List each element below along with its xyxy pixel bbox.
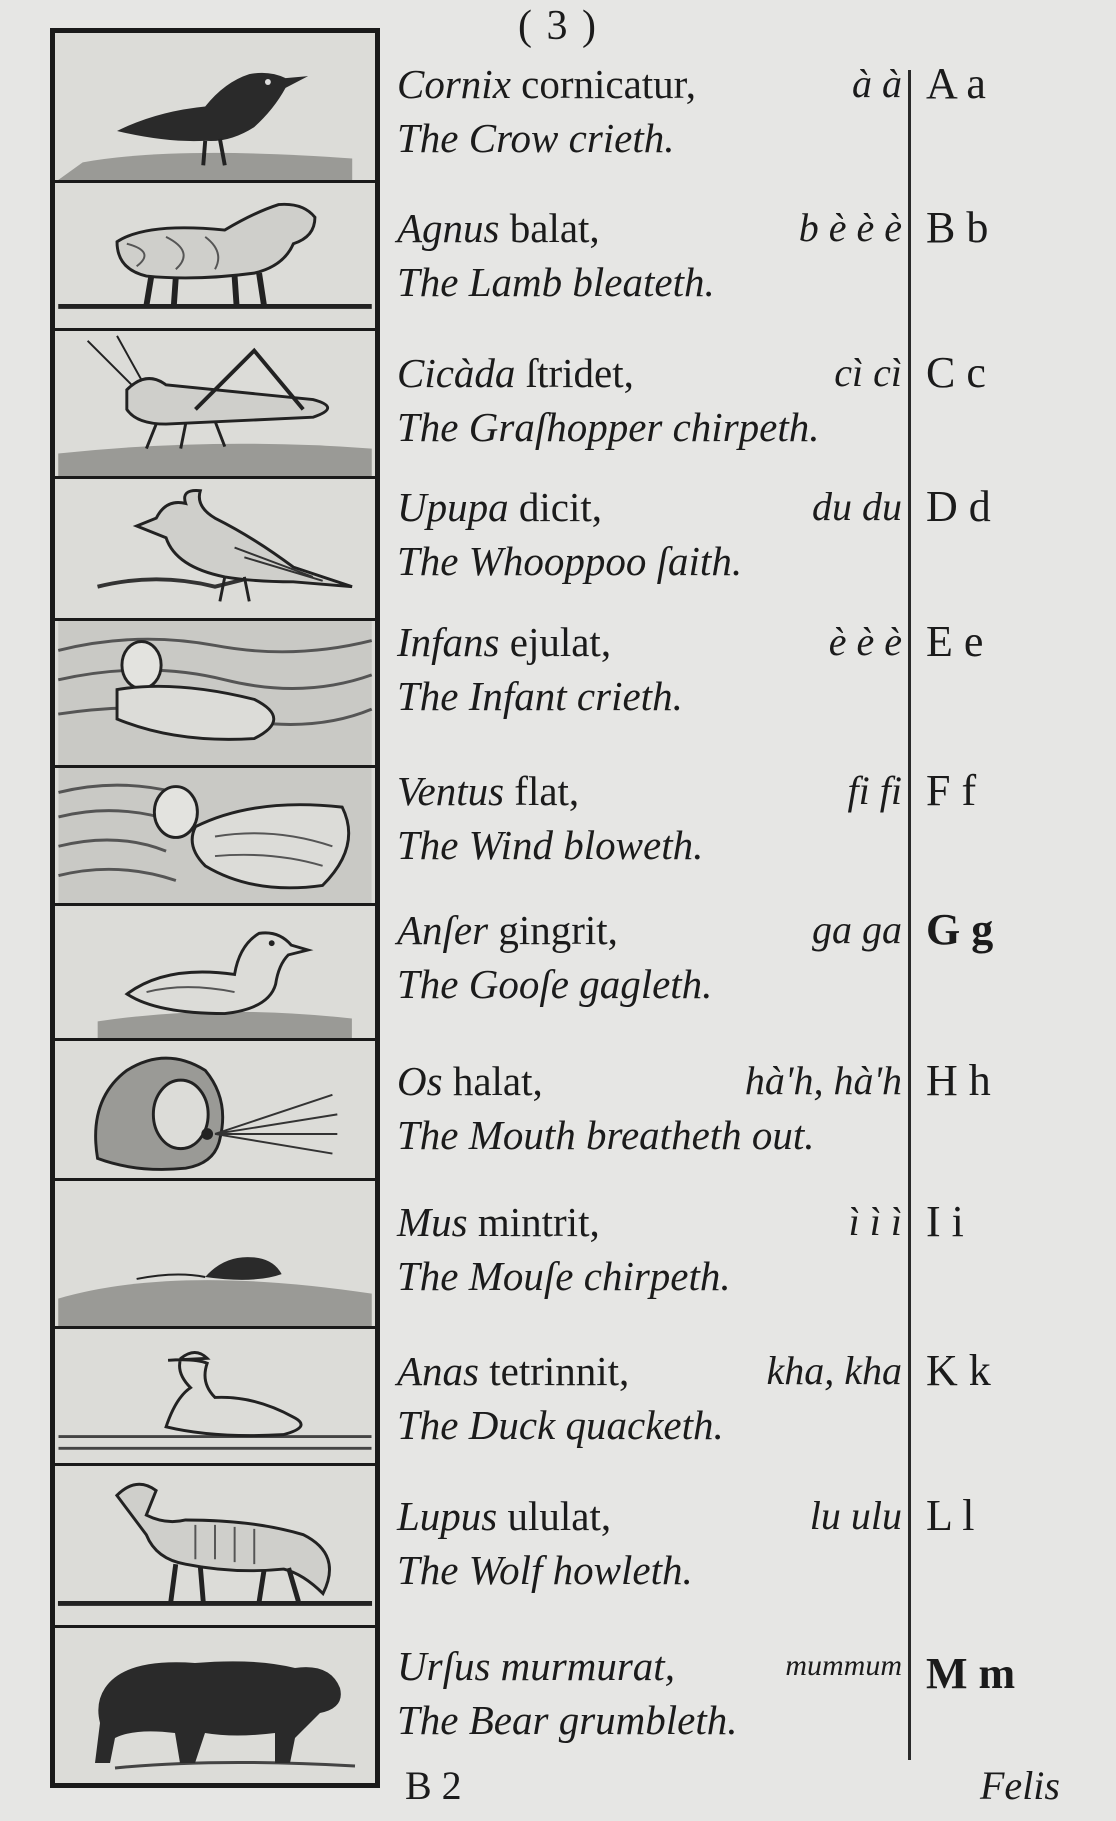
entry-m [397, 1640, 902, 1760]
latin-line: Anas tetrinnit, [397, 1348, 630, 1394]
sound: fi fi [847, 768, 902, 813]
latin-line: Infans ejulat, [397, 619, 612, 665]
grasshopper-icon [55, 331, 375, 479]
letters-a: A a [926, 59, 986, 108]
english-line: The Wind bloweth. [397, 822, 704, 868]
duck-icon [55, 1329, 375, 1466]
english-line: The Mouſe chirpeth. [397, 1253, 731, 1299]
english-line: The Infant crieth. [397, 673, 683, 719]
goose-icon [55, 906, 375, 1041]
mouth-icon [55, 1041, 375, 1181]
sound: ga ga [812, 907, 902, 952]
letters-k: K k [926, 1346, 991, 1395]
entry-i [397, 1196, 902, 1316]
sound: du du [812, 484, 902, 529]
english-line: The Wolf howleth. [397, 1547, 693, 1593]
entry-b [397, 202, 902, 322]
catchword: Felis [980, 1763, 1060, 1808]
english-line: The Duck quacketh. [397, 1402, 724, 1448]
latin-line: Upupa dicit, [397, 484, 602, 530]
entry-d [397, 481, 902, 601]
english-line: The Whooppoo ſaith. [397, 538, 743, 584]
sound: mummum [785, 1649, 902, 1682]
sound: lu ulu [809, 1493, 902, 1538]
letters-g: G g [926, 905, 994, 954]
entry-c [397, 347, 902, 467]
sound: è è è [828, 619, 902, 664]
sound: cì cì [834, 350, 902, 395]
letters-i: I i [926, 1197, 964, 1246]
letters-b: B b [926, 203, 989, 252]
latin-line: Cicàda ſtridet, [397, 350, 634, 396]
entry-f [397, 765, 902, 885]
hoopoe-icon [55, 479, 375, 621]
latin-line: Agnus balat, [397, 205, 600, 251]
latin-line: Cornix cornicatur, [397, 61, 696, 107]
english-line: The Crow crieth. [397, 115, 675, 161]
latin-line: Anſer gingrit, [397, 907, 618, 953]
wind-icon [55, 768, 375, 906]
crow-icon [55, 33, 375, 183]
bear-icon [55, 1628, 375, 1783]
entry-e [397, 616, 902, 736]
wolf-icon [55, 1466, 375, 1628]
sound: kha, kha [766, 1348, 902, 1393]
english-line: The Graſhopper chirpeth. [397, 404, 820, 450]
sound: b è è è [798, 205, 902, 250]
entry-a [397, 58, 902, 178]
sound: ì ì ì [848, 1199, 902, 1244]
english-line: The Mouth breatheth out. [397, 1112, 815, 1158]
mouse-icon [55, 1181, 375, 1329]
letters-c: C c [926, 348, 986, 397]
latin-line: Lupus ululat, [397, 1493, 612, 1539]
letters-d: D d [926, 482, 991, 531]
illustration-column [50, 28, 380, 1788]
letters-l: L l [926, 1491, 975, 1540]
infant-icon [55, 621, 375, 768]
lamb-icon [55, 183, 375, 331]
latin-line: Ventus flat, [397, 768, 580, 814]
letters-e: E e [926, 617, 984, 666]
letters-f: F f [926, 766, 977, 815]
sound: à à [852, 61, 902, 106]
column-rule [908, 70, 911, 1760]
letters-h: H h [926, 1056, 991, 1105]
letters-m: M m [926, 1649, 1016, 1698]
entry-l [397, 1490, 902, 1610]
sound: hà'h, hà'h [744, 1058, 902, 1103]
signature-mark: B 2 [405, 1763, 462, 1808]
page-number: ( 3 ) [518, 3, 598, 49]
entry-k [397, 1345, 902, 1465]
latin-line: Mus mintrit, [397, 1199, 600, 1245]
latin-line: Os halat, [397, 1058, 543, 1104]
english-line: The Gooſe gagleth. [397, 961, 713, 1007]
entry-g [397, 904, 902, 1024]
english-line: The Lamb bleateth. [397, 259, 715, 305]
latin-line: Urſus murmurat, [397, 1643, 675, 1689]
english-line: The Bear grumbleth. [397, 1697, 738, 1743]
entry-h [397, 1055, 902, 1175]
